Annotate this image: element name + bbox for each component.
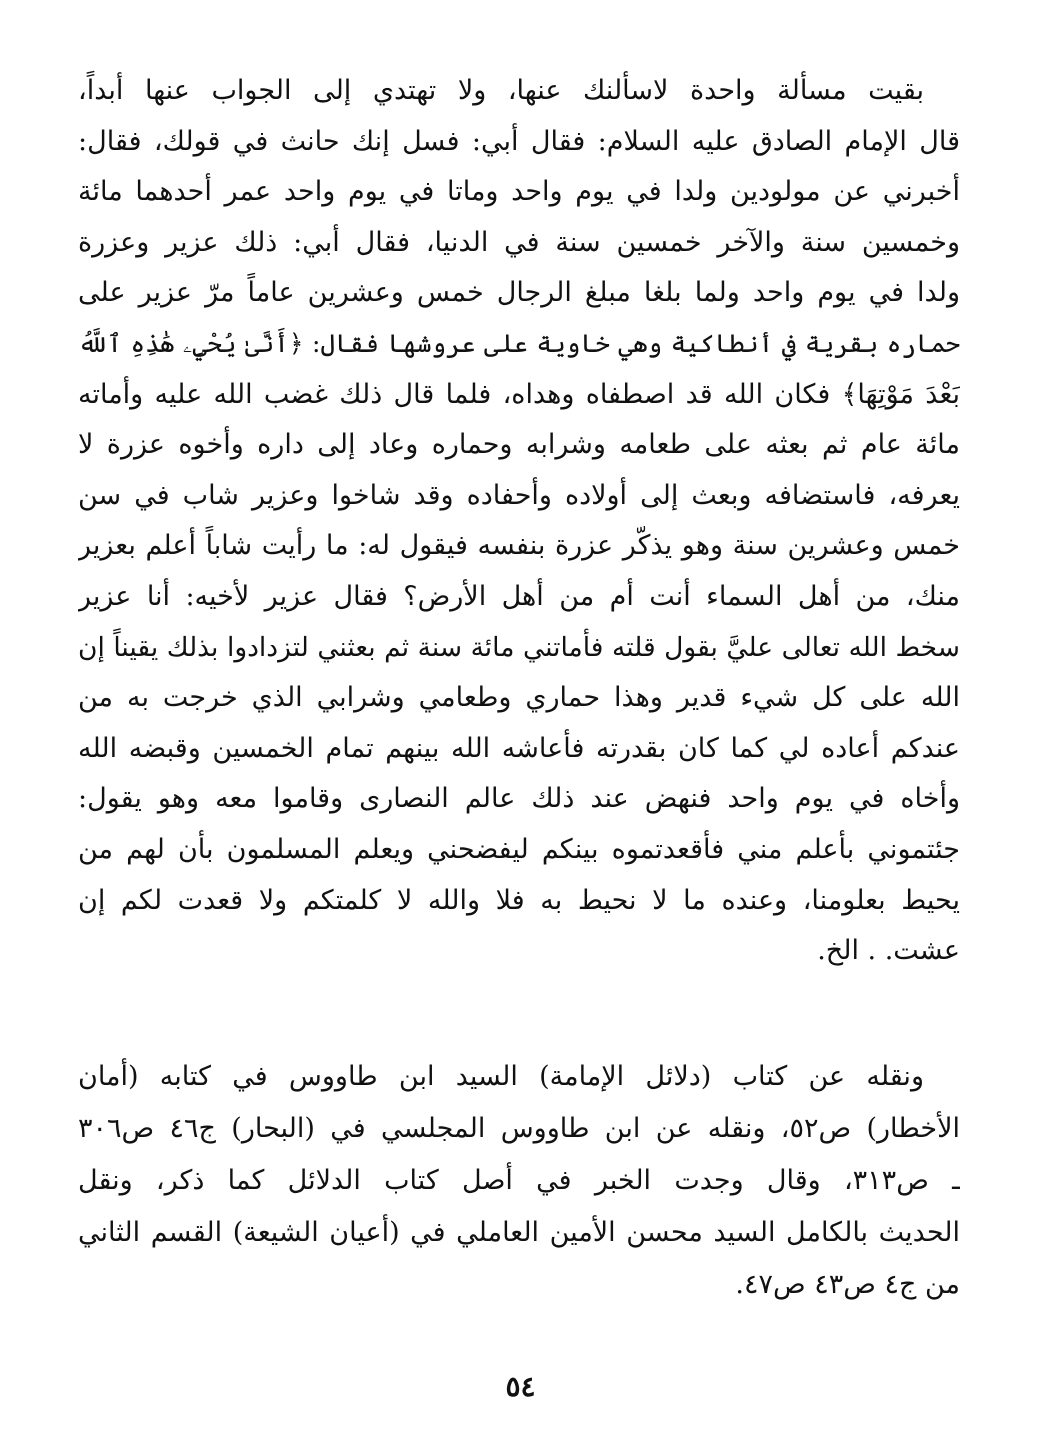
text-line: وخمسين سنة والآخر خمسين سنة في الدنيا، فقال أبي: ذلك عزير وعزرة — [78, 226, 960, 258]
text-line: سخط الله تعالى عليَّ بقول قلته فأماتني مائة سنة ثم بعثني لتزدادوا بذلك يقيناً إن — [78, 631, 960, 663]
paragraph-gap — [78, 977, 960, 1051]
text-line: الحديث بالكامل السيد محسن الأمين العاملي في (أعيان الشيعة) القسم الثاني — [78, 1216, 960, 1248]
text-line: خمس وعشرين سنة وهو يذكّر عزرة بنفسه فيقول له: ما رأيت شاباً أعلم بعزير — [78, 530, 960, 562]
text-line: أخبرني عن مولودين ولدا في يوم واحد وماتا في يوم واحد عمر أحدهما مائة — [78, 176, 960, 208]
text-line: ونقله عن كتاب (دلائل الإمامة) السيد ابن طاووس في كتابه (أمان — [78, 1060, 924, 1092]
text-line: ولدا في يوم واحد ولما بلغا مبلغ الرجال خمس وعشرين عاماً مرّ عزير على — [78, 277, 960, 309]
text-line: عشت. . الخ. — [817, 935, 960, 967]
text-line: قال الإمام الصادق عليه السلام: فقال أبي: فسل إنك حانث في قولك، فقال: — [78, 125, 960, 157]
text-line: عندكم أعاده لي كما كان بقدرته فأعاشه الله بينهم تمام الخمسين وقبضه الله — [78, 732, 960, 764]
text-line: من ج٤ ص٤٣ ص٤٧. — [735, 1268, 960, 1300]
text-line: جئتموني بأعلم مني فأقعدتموه بينكم ليفضحني ويعلم المسلمون بأن لهم من — [78, 833, 960, 865]
text-line: حماره بقرية في أنطاكية وهي خاوية على عروشها فقال: ﴿أَنَّىٰ يُحْيِۦ هَٰذِهِ ٱللَّهُ — [78, 328, 960, 358]
text-line: بقيت مسألة واحدة لاسألنك عنها، ولا تهتدي إلى الجواب عنها أبداً، — [78, 75, 924, 106]
text-line: يعرفه، فاستضافه وبعث إلى أولاده وأحفاده وقد شاخوا وعزير شاب في سن — [78, 479, 960, 511]
text-line: الله على كل شيء قدير وهذا حماري وطعامي وشرابي الذي خرجت به من — [78, 682, 960, 714]
page-number: ٥٤ — [505, 1370, 536, 1403]
page-body — [78, 66, 960, 1311]
text-line: الأخطار) ص٥٢، ونقله عن ابن طاووس المجلسي في (البحار) ج٤٦ ص٣٠٦ — [78, 1112, 960, 1144]
text-line: بَعْدَ مَوْتِهَا﴾ فكان الله قد اصطفاه وهداه، فلما قال ذلك غضب الله عليه وأماته — [78, 378, 960, 410]
text-line: ـ ص٣١٣، وقال وجدت الخبر في أصل كتاب الدلائل كما ذكر، ونقل — [78, 1164, 960, 1196]
text-line: يحيط بعلومنا، وعنده ما لا نحيط به فلا والله لا كلمتكم ولا قعدت لكم إن — [78, 884, 960, 916]
text-line: وأخاه في يوم واحد فنهض عند ذلك عالم النصارى وقاموا معه وهو يقول: — [78, 783, 960, 815]
paragraph-narration — [78, 66, 960, 977]
text-line: مائة عام ثم بعثه على طعامه وشرابه وحماره وعاد إلى داره وأخوه عزرة لا — [78, 429, 960, 461]
paragraph-sources — [78, 1051, 960, 1311]
text-line: منك، من أهل السماء أنت أم من أهل الأرض؟ فقال عزير لأخيه: أنا عزير — [78, 580, 960, 612]
